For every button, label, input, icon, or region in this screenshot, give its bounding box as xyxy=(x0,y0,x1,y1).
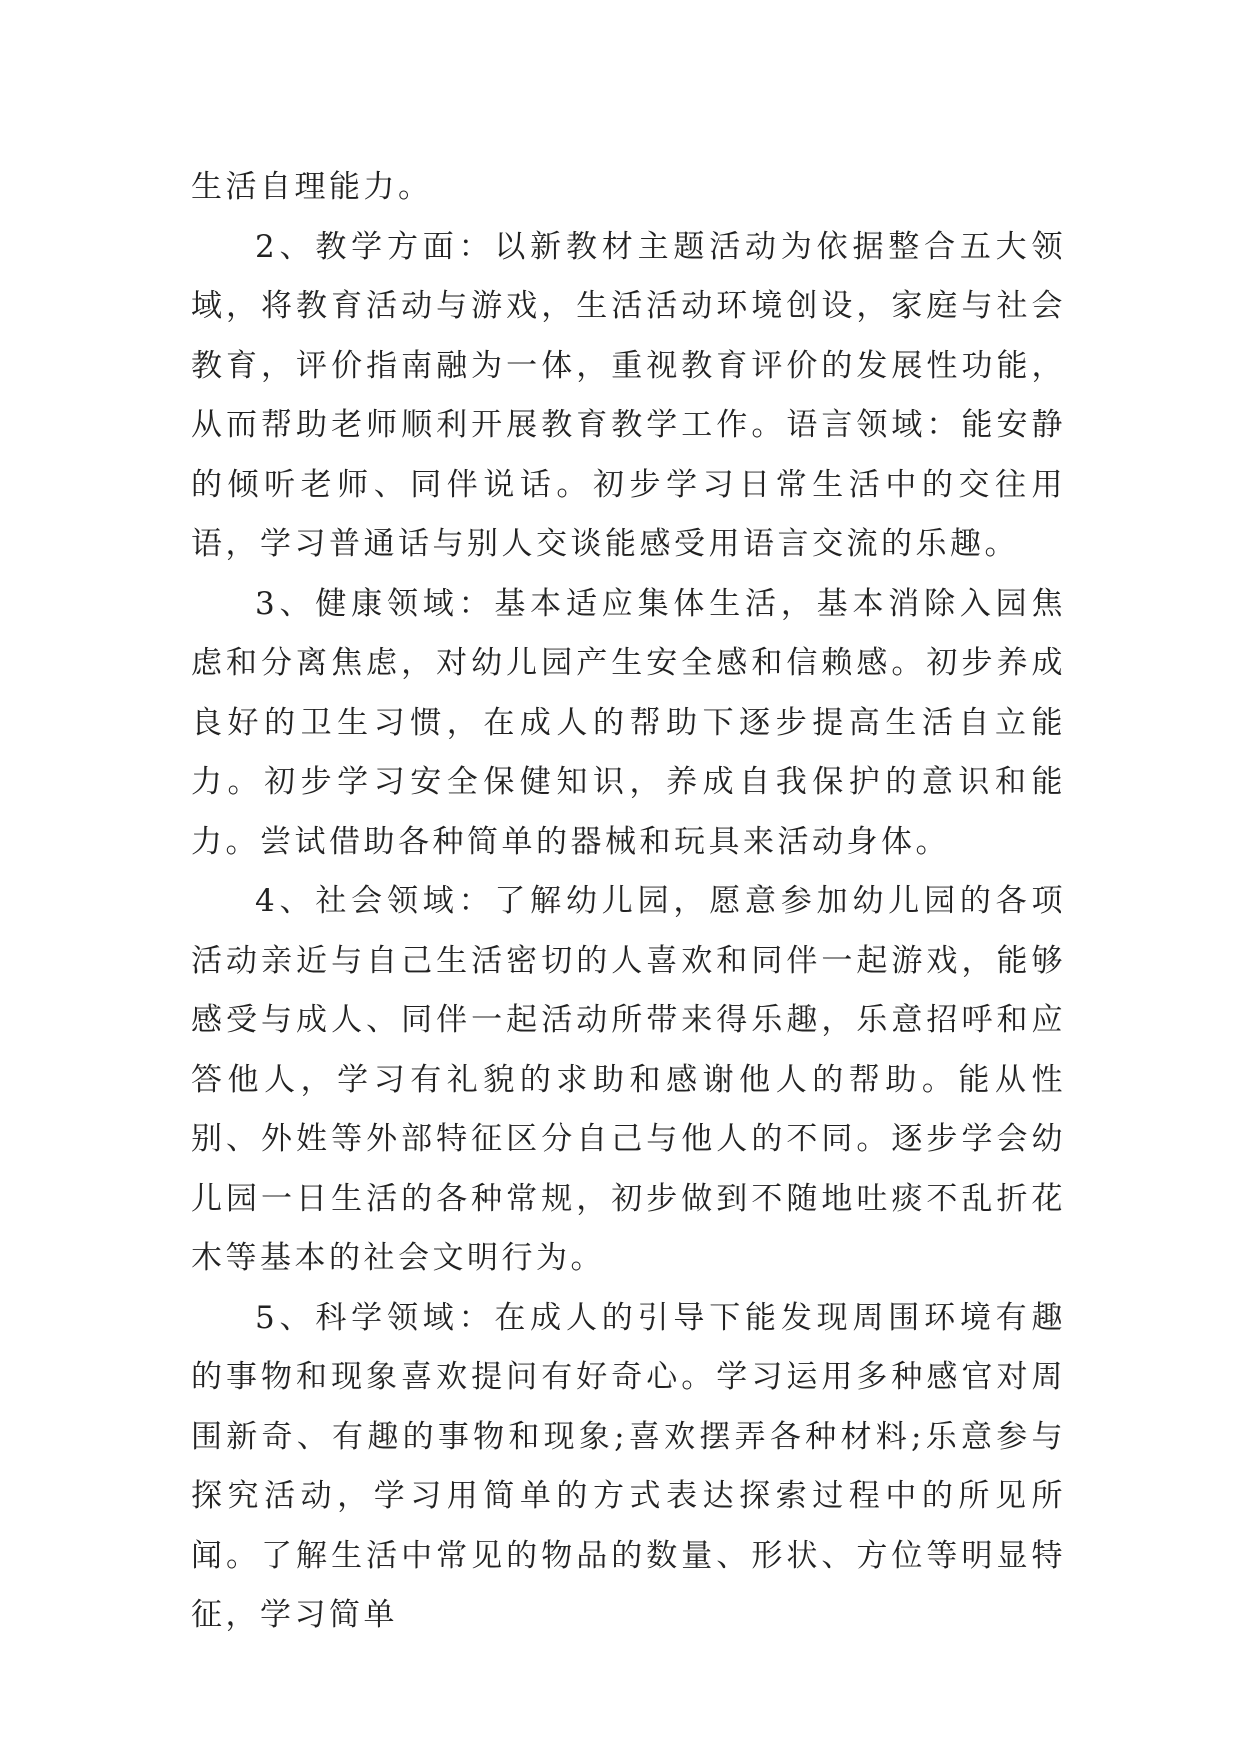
paragraph-social: 4、社会领域：了解幼儿园，愿意参加幼儿园的各项活动亲近与自己生活密切的人喜欢和同伴一起游戏，能够感受与成人、同伴一起活动所带来得乐趣，乐意招呼和应答他人，学习有礼貌的求助和感谢他人的帮助。能从性别、外姓等外部特征区分自己与他人的不同。逐步学会幼儿园一日生活的各种常规，初步做到不随地吐痰不乱折花木等基本的社会文明行为。 xyxy=(191,883,1066,1276)
paragraph-science: 5、科学领域：在成人的引导下能发现周围环境有趣的事物和现象喜欢提问有好奇心。学习运用多种感官对周围新奇、有趣的事物和现象;喜欢摆弄各种材料;乐意参与探究活动，学习用简单的方式表达探索过程中的所见所闻。了解生活中常见的物品的数量、形状、方位等明显特征，学习简单 xyxy=(191,1299,1066,1633)
document-body xyxy=(191,158,1066,1646)
paragraph-health: 3、健康领域：基本适应集体生活，基本消除入园焦虑和分离焦虑，对幼儿园产生安全感和信赖感。初步养成良好的卫生习惯，在成人的帮助下逐步提高生活自立能力。初步学习安全保健知识，养成自我保护的意识和能力。尝试借助各种简单的器械和玩具来活动身体。 xyxy=(191,585,1066,860)
paragraph-teaching: 2、教学方面：以新教材主题活动为依据整合五大领域，将教育活动与游戏，生活活动环境创设，家庭与社会教育，评价指南融为一体，重视教育评价的发展性功能，从而帮助老师顺利开展教育教学工作。语言领域：能安静的倾听老师、同伴说话。初步学习日常生活中的交往用语，学习普通话与别人交谈能感受用语言交流的乐趣。 xyxy=(191,228,1066,562)
paragraph-continuation: 生活自理能力。 xyxy=(191,169,433,205)
